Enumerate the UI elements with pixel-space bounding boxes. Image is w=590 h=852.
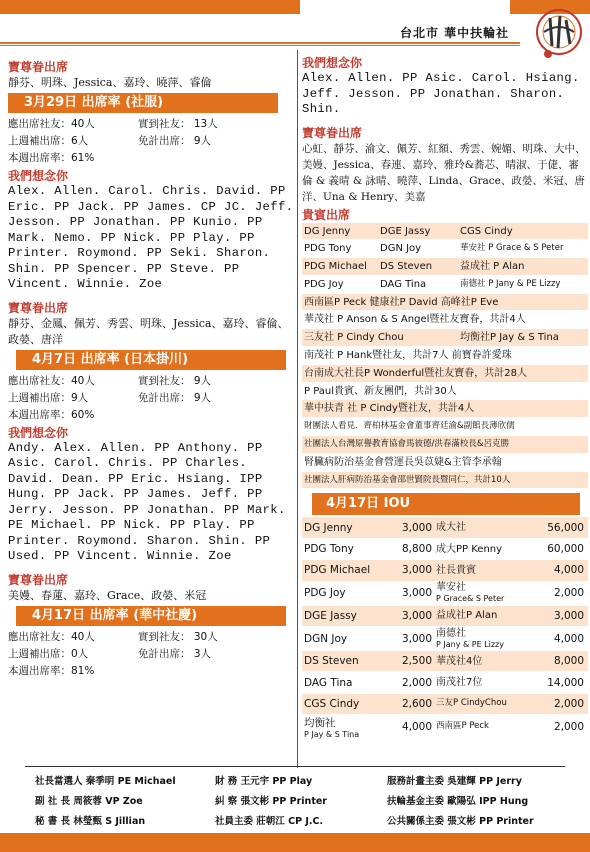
table-row: PDG Michael DS Steven 益成社 P Alan bbox=[302, 258, 588, 276]
header-rule-thin bbox=[0, 45, 520, 46]
guests-heading: 寶尊眷出席 bbox=[8, 60, 69, 74]
table-row: DS Steven 2,500 華茂社4位 8,000 bbox=[302, 651, 588, 672]
guests-list: 美嫚、春蓮、嘉玲、Grace、政嫈、米冠 bbox=[8, 588, 207, 602]
guests-heading: 寶尊眷出席 bbox=[8, 572, 69, 587]
header-rule bbox=[0, 42, 520, 44]
officers-row: 秘 書 長 林瑩甄 S Jillian 社員主委 莊朝江 CP J.C. 公共關係主委 張文彬 PP Printer bbox=[35, 816, 534, 827]
table-row: DG Jenny DGE Jassy CGS Cindy bbox=[302, 223, 588, 241]
iou-banner: 4月17日 IOU bbox=[312, 493, 580, 515]
table-row: 社團法人肝病防治基金會邵世賢院長暨同仁，共計10人 bbox=[302, 472, 588, 490]
miss-you-heading: 我們想念你 bbox=[8, 169, 69, 183]
table-row: 腎臟病防治基金會營運長吳苡婕&主管李承翰 bbox=[302, 454, 588, 472]
attendance-banner: 4月7日 出席率 (日本掛川) bbox=[16, 350, 286, 370]
table-row: 財團法人看見．齊柏林基金會董事齊廷渝&副館長薄欣儒 bbox=[302, 418, 588, 436]
table-row: 西南區P Peck 健康社P David 高峰社P Eve bbox=[302, 294, 588, 312]
table-row: P Paul貴賓、新友團們，共計30人 bbox=[302, 383, 588, 401]
attendance-stats: 應出席社友：40人 實到社友： 9人 上週補出席：9人 免計出席： 9人 本週出席率：60% bbox=[8, 374, 212, 421]
table-row: 華中扶青 社 P Cindy暨社友，共計4人 bbox=[302, 400, 588, 418]
table-row: 均衡社 P Jay & S Tina 4,000 西南區P Peck 2,000 bbox=[302, 715, 588, 739]
table-row: 社團法人台灣原譽教育協會馬彼德/洪春滿校長&呂克勝 bbox=[302, 436, 588, 454]
top-bar-gap bbox=[300, 0, 510, 14]
club-title: 台北市 華中扶輪社 bbox=[400, 26, 510, 40]
table-row: 三友社 P Cindy Chou 均衡社P Jay & S Tina bbox=[302, 329, 588, 347]
table-row: DGN Joy 3,000 南德社 P Jany & PE Lizzy 4,000 bbox=[302, 627, 588, 651]
guests-heading: 寶尊眷出席 bbox=[8, 300, 69, 315]
guests-list: 靜芬、明珠、Jessica、嘉玲、曉萍、睿倫 bbox=[8, 76, 212, 89]
column-divider bbox=[297, 50, 298, 768]
guests-list: 靜芬、金鳳、佩芳、秀雲、明珠、Jessica、嘉玲、睿倫、政嫈、唐洋 bbox=[8, 316, 289, 346]
table-row: CGS Cindy 2,600 三友P CindyChou 2,000 bbox=[302, 694, 588, 715]
table-row: DAG Tina 2,000 南茂社7位 14,000 bbox=[302, 672, 588, 693]
miss-you-heading: 我們想念你 bbox=[302, 56, 363, 70]
officers-row: 社長當選人 秦季明 PE Michael 財 務 王元宇 PP Play 服務計畫主委 吳建輝 PP Jerry bbox=[35, 776, 522, 787]
miss-you-heading: 我們想念你 bbox=[8, 425, 69, 440]
officers-footer bbox=[35, 772, 575, 832]
table-row: DGE Jassy 3,000 益成社P Alan 3,000 bbox=[302, 606, 588, 627]
table-row: PDG Tony DGN Joy 華安社 P Grace & S Peter bbox=[302, 240, 588, 258]
guests-heading: 寶尊眷出席 bbox=[302, 125, 363, 140]
vip-heading: 貴賓出席 bbox=[302, 207, 351, 222]
miss-you-list: Andy. Alex. Allen. PP Anthony. PP Asic. Carol. Chris. PP Charles. David. Dean. PP Eric. Hsiang. IPP Hung. PP Jack. PP James. Jeff. PP Jerry. Jesson. PP Jonathan. PP Mark. PE Michael. PP Nick. PP Play. PP Printer. Roymond. Sharon. Shin. PP Used. PP Vincent. Winnie. Zoe bbox=[8, 440, 286, 563]
guests-list: 心虹、靜芬、渝文、佩芳、紅額、秀雲、婉媚、明珠、大中、美嫚、Jessica、春連、嘉玲、雅玲&蕎芯、晴淑、于倢、審倫 & 義晴 & 詠晴、曉萍、Linda、Grace、政嫈、米冠、唐洋、Una & Henry、美嘉 bbox=[302, 142, 586, 203]
miss-you-list: Alex. Allen. Carol. Chris. David. PP Eric. PP Jack. PP James. CP JC. Jeff. Jesson. PP Jonathan. PP Kunio. PP Mark. Nemo. PP Nick. PP Play. PP Printer. Roymond. PP Seki. Sharon. Shin. PP Spencer. PP Steve. PP Vincent. Winnie. Zoe bbox=[8, 184, 294, 291]
table-row: PDG Michael 3,000 社長貴賓 4,000 bbox=[302, 560, 588, 581]
table-row: PDG Tony 8,800 成大PP Kenny 60,000 bbox=[302, 539, 588, 560]
attendance-stats: 應出席社友：40人 實到社友： 13人 上週補出席：6人 免計出席： 9人 本週出席率：61% bbox=[8, 118, 218, 164]
attendance-stats: 應出席社友：40人 實到社友： 30人 上週補出席：0人 免計出席： 3人 本週出席率：81% bbox=[8, 630, 218, 677]
table-row: DG Jenny 3,000 成大社 56,000 bbox=[302, 517, 588, 538]
table-row: 華茂社 P Anson & S Angel暨社友寶眷，共計4人 bbox=[302, 311, 588, 329]
attendance-banner: 3月29日 出席率 (社服) bbox=[8, 93, 278, 113]
table-row: 台南成大社長P Wonderful暨社友寶眷，共計28人 bbox=[302, 365, 588, 383]
vip-table bbox=[302, 223, 588, 490]
right-column bbox=[302, 54, 588, 739]
table-row: PDG Joy DAG Tina 南德社 P Jany & PE Lizzy bbox=[302, 276, 588, 294]
footer-rule bbox=[25, 766, 565, 767]
officers-row: 副 社 長 周筱蓉 VP Zoe 糾 察 張文彬 PP Printer 扶輪基金主委 歐陽弘 IPP Hung bbox=[35, 796, 529, 807]
bottom-accent-bar bbox=[0, 833, 590, 852]
table-row: 南茂社 P Hank暨社友，共計7人 前寶眷許愛珠 bbox=[302, 347, 588, 365]
iou-table bbox=[302, 517, 588, 739]
left-column bbox=[8, 58, 298, 680]
table-row: PDG Joy 3,000 華安社 P Grace& S Peter 2,000 bbox=[302, 582, 588, 606]
attendance-banner: 4月17日 出席率 (華中社慶) bbox=[16, 606, 286, 626]
miss-you-list: Alex. Allen. PP Asic. Carol. Hsiang. Jeff. Jesson. PP Jonathan. Sharon. Shin. bbox=[302, 71, 580, 116]
